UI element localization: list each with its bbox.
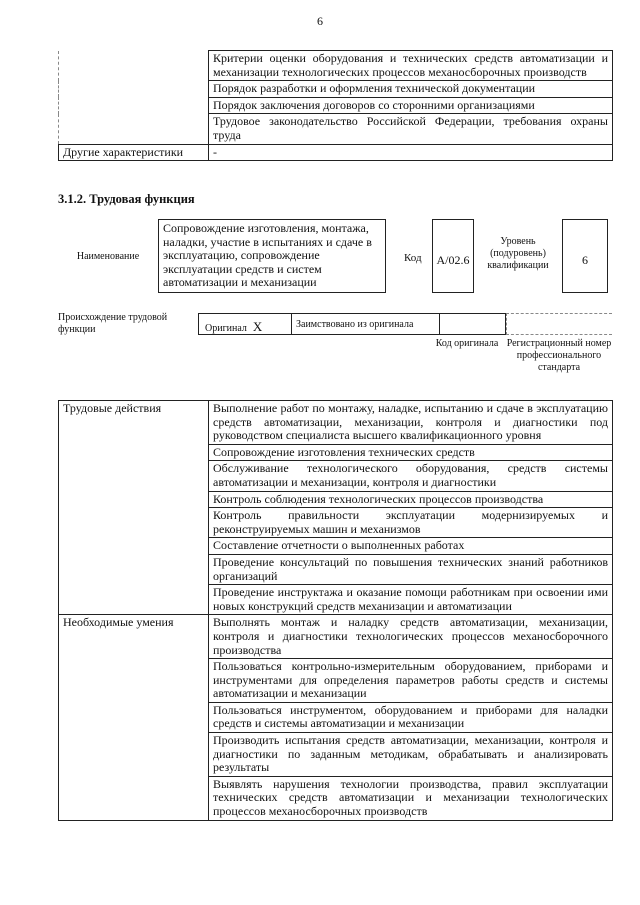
function-code-value: A/02.6 bbox=[432, 219, 474, 293]
knowledge-item: Порядок заключения договоров со сторонними организациями bbox=[209, 97, 613, 114]
code-label: Код bbox=[404, 252, 422, 264]
section-title: 3.1.2. Трудовая функция bbox=[58, 192, 195, 206]
page-number: 6 bbox=[317, 14, 323, 28]
labor-action-item: Контроль правильности эксплуатации модернизируемых и реконструируемых машин и механизмов bbox=[209, 508, 613, 538]
skill-item: Выполнять монтаж и наладку средств автоматизации, механизации, контроля и диагностики технологических процессов механосборочного производства bbox=[209, 615, 613, 659]
skills-label: Необходимые умения bbox=[59, 615, 209, 820]
labor-function-table bbox=[58, 400, 613, 821]
name-label: Наименование bbox=[76, 251, 140, 262]
original-cell bbox=[198, 313, 292, 335]
labor-action-item: Обслуживание технологического оборудования, средств системы автоматизации и механизации, контроля и диагностики bbox=[209, 461, 613, 491]
blank-label-cell bbox=[59, 97, 209, 114]
labor-action-item: Сопровождение изготовления технических средств bbox=[209, 444, 613, 461]
borrowed-label: Заимствовано из оригинала bbox=[292, 313, 440, 335]
original-label: Оригинал bbox=[205, 323, 247, 334]
qualification-level-label: Уровень (подуровень) квалификации bbox=[487, 236, 549, 271]
original-code-caption: Код оригинала bbox=[435, 338, 499, 349]
labor-action-item: Составление отчетности о выполненных работах bbox=[209, 538, 613, 555]
skill-item: Производить испытания средств автоматизации, механизации, контроля и диагностики по заданным методикам, обрабатывать и анализировать результаты bbox=[209, 733, 613, 777]
registration-number-cell bbox=[506, 313, 612, 335]
registration-number-caption: Регистрационный номер профессионального стандарта bbox=[506, 338, 612, 373]
other-characteristics-label: Другие характеристики bbox=[59, 144, 209, 161]
blank-label-cell bbox=[59, 51, 209, 81]
labor-action-item: Выполнение работ по монтажу, наладке, испытанию и сдаче в эксплуатацию средств автоматизации, механизации, контроля и диагностики под руководством специалиста высшего квалификационного уровня bbox=[209, 401, 613, 445]
function-name-value: Сопровождение изготовления, монтажа, наладки, участие в испытаниях и сдаче в эксплуатацию, сопровождение эксплуатации средств и систем автоматизации и механизации bbox=[158, 219, 386, 293]
labor-action-item: Проведение консультаций по повышения технических знаний работников организаций bbox=[209, 554, 613, 584]
labor-action-item: Контроль соблюдения технологических процессов производства bbox=[209, 491, 613, 508]
original-mark: X bbox=[252, 319, 263, 334]
labor-actions-label: Трудовые действия bbox=[59, 401, 209, 615]
skill-item: Пользоваться контрольно-измерительным оборудованием, приборами и инструментами для определения параметров работы средств и системы автоматизации и механизации bbox=[209, 659, 613, 703]
knowledge-item: Порядок разработки и оформления технической документации bbox=[209, 81, 613, 98]
qualification-level-value: 6 bbox=[562, 219, 608, 293]
original-code-cell bbox=[440, 313, 506, 335]
knowledge-table-continued bbox=[58, 50, 613, 161]
skill-item: Пользоваться инструментом, оборудованием и приборами для наладки средств и системы автоматизации и механизации bbox=[209, 702, 613, 732]
knowledge-item: Трудовое законодательство Российской Федерации, требования охраны труда bbox=[209, 114, 613, 144]
labor-action-item: Проведение инструктажа и оказание помощи работникам при освоении ими новых конструкций средств механизации и автоматизации bbox=[209, 585, 613, 615]
blank-label-cell bbox=[59, 114, 209, 144]
origin-row bbox=[198, 313, 612, 335]
origin-label: Происхождение трудовой функции bbox=[58, 312, 168, 335]
skill-item: Выявлять нарушения технологии производства, правил эксплуатации технических средств автоматизации и механизации технологических процессов механосборочных производств bbox=[213, 776, 608, 819]
knowledge-item: Критерии оценки оборудования и технических средств автоматизации и механизации технологических процессов механосборочных производств bbox=[209, 51, 613, 81]
blank-label-cell bbox=[59, 81, 209, 98]
other-characteristics-value: - bbox=[209, 144, 613, 161]
